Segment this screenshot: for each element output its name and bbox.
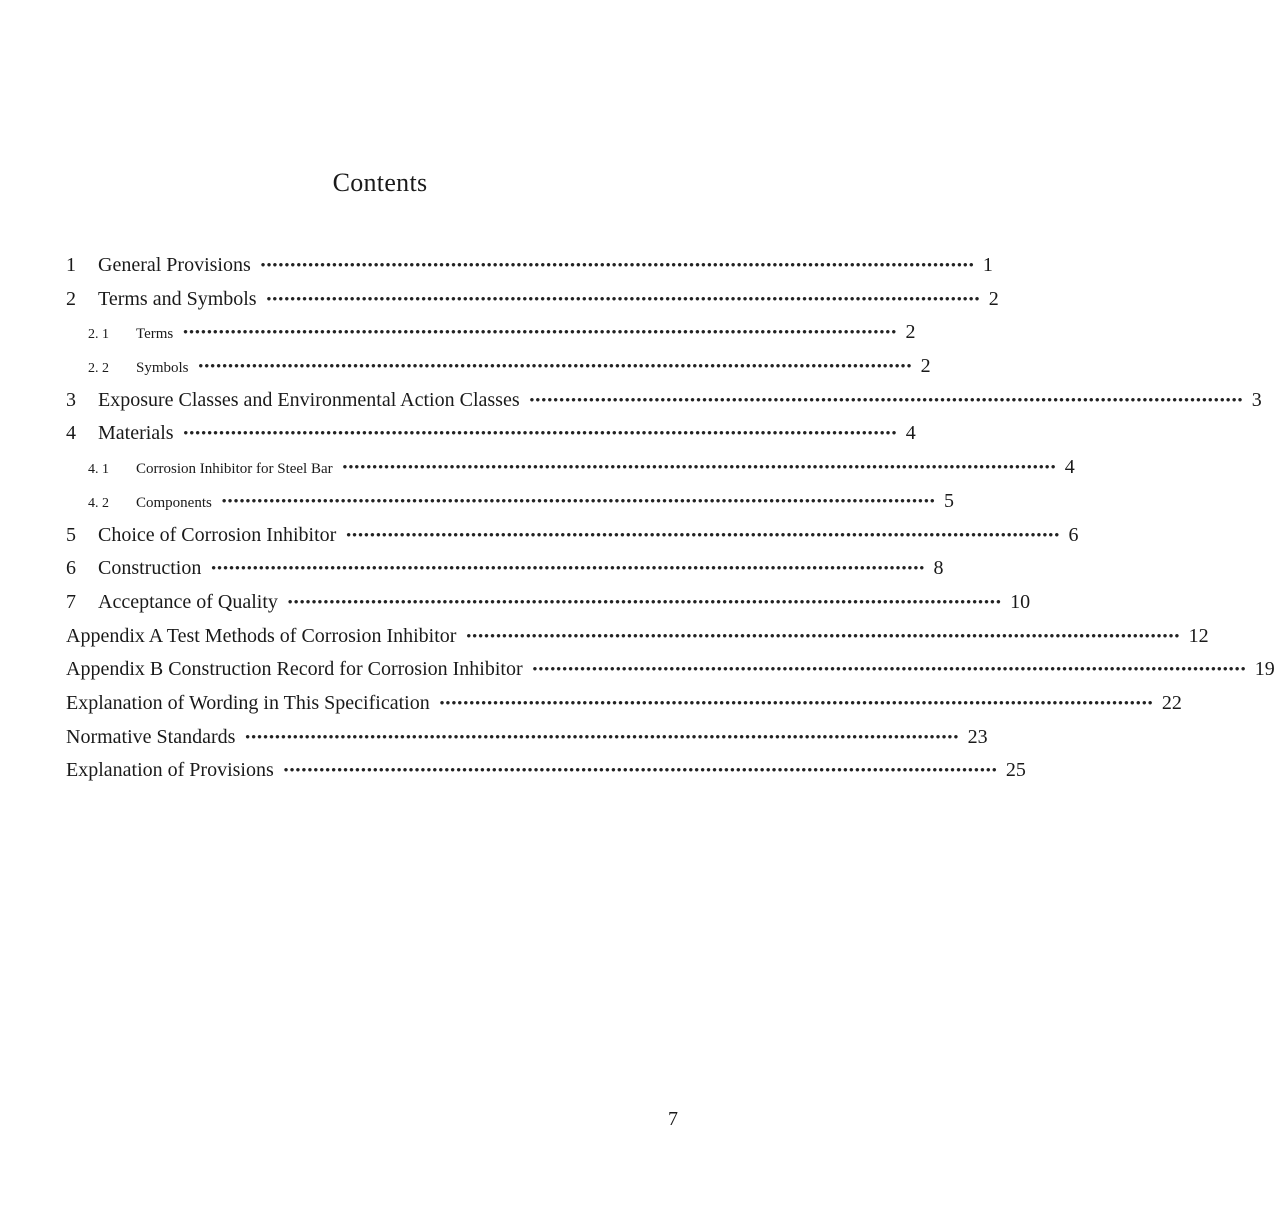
dot-leader: •••••••••••••••••••••••••••••••••••••••••••••••••••••••••••••••••••••••••••••••••••••••••••••••••••••••••••••••••••••••• — [183, 324, 898, 340]
toc-entry[interactable] — [66, 422, 916, 456]
page-number: 7 — [668, 1108, 678, 1130]
toc-entry-number: 1 — [66, 254, 76, 276]
toc-entry-page: 23 — [967, 725, 988, 748]
toc-entry-page: 6 — [1068, 523, 1079, 546]
toc-entry-number: 2. 2 — [88, 361, 109, 377]
toc-entry-label: Construction — [98, 557, 202, 580]
toc-entry-number: 5 — [66, 523, 76, 546]
dot-leader: •••••••••••••••••••••••••••••••••••••••••••••••••••••••••••••••••••••••••••••••••••••••••••••••••••••••••••••••••••••••• — [266, 290, 981, 306]
toc-entry-page: 2 — [905, 321, 916, 344]
dot-leader: •••••••••••••••••••••••••••••••••••••••••••••••••••••••••••••••••••••••••••••••••••••••••••••••••••••••••••••••••••••••• — [466, 627, 1181, 643]
toc-entry-page: 12 — [1188, 624, 1209, 647]
toc-entry-label: Choice of Corrosion Inhibitor — [98, 523, 337, 546]
toc-subentry[interactable] — [66, 355, 931, 389]
toc-entry-page: 2 — [988, 287, 999, 310]
toc-entry-page: 8 — [933, 557, 944, 580]
toc-subentry[interactable] — [66, 321, 916, 355]
toc-entry-number: 2 — [66, 287, 76, 310]
toc-entry-label: Acceptance of Quality — [98, 590, 278, 613]
toc-entry-number: 7 — [66, 590, 76, 613]
toc-entry-label: Materials — [98, 422, 174, 445]
toc-appendix-entry[interactable] — [66, 624, 1209, 659]
toc-entry[interactable] — [66, 523, 1079, 558]
toc-entry[interactable] — [66, 388, 1262, 423]
toc-entry-label: General Provisions — [98, 254, 251, 276]
toc-entry[interactable] — [66, 590, 1031, 625]
toc-entry-number: 2. 1 — [88, 327, 109, 343]
dot-leader: •••••••••••••••••••••••••••••••••••••••••••••••••••••••••••••••••••••••••••••••••••••••••••••••••••••••••••••••••••••••• — [529, 391, 1244, 407]
toc-appendix-entry[interactable] — [66, 658, 1275, 692]
dot-leader: •••••••••••••••••••••••••••••••••••••••••••••••••••••••••••••••••••••••••••••••••••••••••••••••••••••••••••••••••••••••• — [211, 560, 926, 576]
dot-leader: •••••••••••••••••••••••••••••••••••••••••••••••••••••••••••••••••••••••••••••••••••••••••••••••••••••••••••••••••••••••• — [532, 661, 1247, 677]
toc-entry-page: 3 — [1251, 388, 1262, 411]
toc-subentry[interactable] — [66, 456, 1075, 490]
dot-leader: •••••••••••••••••••••••••••••••••••••••••••••••••••••••••••••••••••••••••••••••••••••••••••••••••••••••••••••••••••••••• — [221, 492, 936, 508]
toc-entry-number: 4. 2 — [88, 495, 109, 511]
toc-entry-page: 5 — [944, 489, 954, 512]
dot-leader: •••••••••••••••••••••••••••••••••••••••••••••••••••••••••••••••••••••••••••••••••••••••••••••••••••••••••••••••••••••••• — [342, 459, 1057, 475]
toc-entry-label: Corrosion Inhibitor for Steel Bar — [136, 461, 333, 478]
toc-entry-page: 19 — [1254, 658, 1275, 681]
toc-entry-number: 4. 1 — [88, 462, 109, 478]
dot-leader: •••••••••••••••••••••••••••••••••••••••••••••••••••••••••••••••••••••••••••••••••••••••••••••••••••••••••••••••••••••••• — [346, 526, 1061, 542]
toc-entry-label: Normative Standards — [66, 725, 236, 748]
toc-backmatter-entry[interactable] — [66, 759, 1026, 793]
toc-entry-number: 3 — [66, 388, 76, 411]
toc-entry-label: Terms — [136, 326, 174, 343]
dot-leader: •••••••••••••••••••••••••••••••••••••••••••••••••••••••••••••••••••••••••••••••••••••••••••••••••••••••••••••••••••••••• — [198, 358, 913, 374]
dot-leader: •••••••••••••••••••••••••••••••••••••••••••••••••••••••••••••••••••••••••••••••••••••••••••••••••••••••••••••••••••••••• — [260, 257, 975, 272]
toc-entry-label: Appendix A Test Methods of Corrosion Inhibitor — [66, 624, 457, 647]
dot-leader: •••••••••••••••••••••••••••••••••••••••••••••••••••••••••••••••••••••••••••••••••••••••••••••••••••••••••••••••••••••••• — [439, 694, 1154, 710]
toc-entry-label: Explanation of Provisions — [66, 759, 274, 782]
dot-leader: •••••••••••••••••••••••••••••••••••••••••••••••••••••••••••••••••••••••••••••••••••••••••••••••••••••••••••••••••••••••• — [245, 728, 960, 744]
toc-entry-page: 1 — [982, 254, 993, 276]
dot-leader: •••••••••••••••••••••••••••••••••••••••••••••••••••••••••••••••••••••••••••••••••••••••••••••••••••••••••••••••••••••••• — [183, 425, 898, 441]
toc-entry-label: Components — [136, 494, 212, 511]
toc-entry-page: 2 — [920, 355, 931, 378]
toc-entry-label: Explanation of Wording in This Specification — [66, 691, 430, 714]
toc-entry[interactable] — [66, 254, 993, 288]
toc-entry-page: 4 — [1064, 456, 1075, 479]
toc-backmatter-entry[interactable] — [66, 725, 988, 760]
toc-entry-page: 10 — [1010, 590, 1031, 613]
toc-entry[interactable] — [66, 557, 944, 591]
dot-leader: •••••••••••••••••••••••••••••••••••••••••••••••••••••••••••••••••••••••••••••••••••••••••••••••••••••••••••••••••••••••• — [283, 762, 998, 778]
toc-entry-number: 4 — [66, 422, 76, 445]
table-of-contents — [66, 254, 1275, 793]
toc-entry-page: 22 — [1161, 691, 1182, 714]
page-title: Contents — [332, 168, 428, 197]
toc-backmatter-entry[interactable] — [66, 691, 1182, 726]
toc-entry-number: 6 — [66, 557, 76, 580]
dot-leader: •••••••••••••••••••••••••••••••••••••••••••••••••••••••••••••••••••••••••••••••••••••••••••••••••••••••••••••••••••••••• — [287, 593, 1003, 609]
toc-entry-page: 25 — [1005, 759, 1026, 782]
toc-entry-label: Appendix B Construction Record for Corrosion Inhibitor — [66, 658, 523, 681]
toc-entry[interactable] — [66, 287, 999, 322]
toc-entry-label: Symbols — [136, 360, 189, 377]
toc-subentry[interactable] — [66, 489, 954, 524]
toc-entry-label: Exposure Classes and Environmental Action Classes — [98, 388, 520, 411]
toc-entry-label: Terms and Symbols — [98, 287, 257, 310]
toc-entry-page: 4 — [905, 422, 916, 445]
